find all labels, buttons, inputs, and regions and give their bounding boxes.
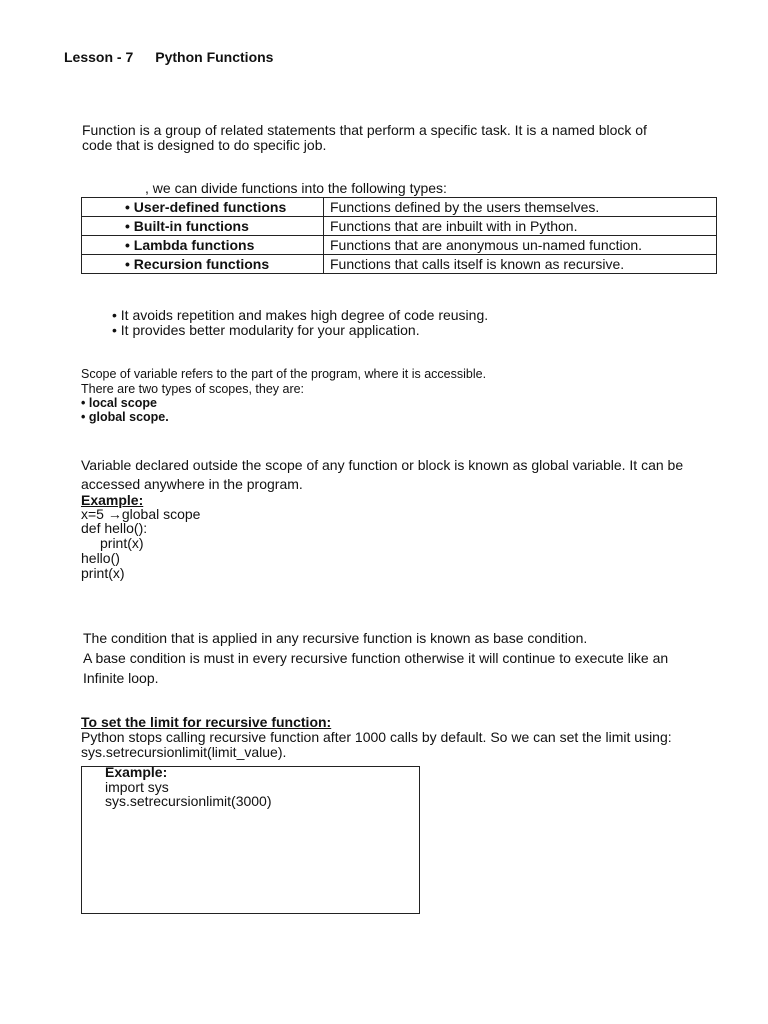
advantage-item: • It avoids repetition and makes high degree of code reusing. <box>112 307 489 323</box>
type-description: Functions defined by the users themselves. <box>324 198 717 217</box>
base-condition-line-1: The condition that is applied in any recursive function is known as base condition. <box>83 630 588 646</box>
code-line: import sys <box>105 779 169 795</box>
code-line: sys.setrecursionlimit(3000) <box>105 793 272 809</box>
type-description: Functions that are anonymous un-named function. <box>324 236 717 255</box>
type-name: • User-defined functions <box>82 198 324 217</box>
code-line: x=5 →global scope <box>81 506 201 522</box>
table-row <box>82 236 717 255</box>
intro-line-2: code that is designed to do specific job. <box>82 137 327 153</box>
global-var-line-2: accessed anywhere in the program. <box>81 476 303 492</box>
example-label: Example: <box>81 492 144 508</box>
global-var-line-1: Variable declared outside the scope of any function or block is known as global variable. It can be <box>81 457 684 473</box>
scope-item-local: • local scope <box>81 396 157 410</box>
advantage-item: • It provides better modularity for your application. <box>112 322 420 338</box>
code-line: print(x) <box>81 565 125 581</box>
table-row <box>82 198 717 217</box>
code-line: hello() <box>81 550 120 566</box>
function-types-table <box>81 197 717 274</box>
limit-line-2: sys.setrecursionlimit(limit_value). <box>81 744 287 760</box>
intro-line-1: Function is a group of related statements that perform a specific task. It is a named block of <box>82 122 647 138</box>
base-condition-line-3: Infinite loop. <box>83 670 159 686</box>
type-name: • Recursion functions <box>82 255 324 274</box>
code-line: def hello(): <box>81 520 148 536</box>
page-title <box>64 49 273 65</box>
type-description: Functions that calls itself is known as recursive. <box>324 255 717 274</box>
type-name: • Built-in functions <box>82 217 324 236</box>
table-row <box>82 217 717 236</box>
scope-line-2: There are two types of scopes, they are: <box>81 382 305 396</box>
code-line: print(x) <box>100 535 144 551</box>
type-description: Functions that are inbuilt with in Python. <box>324 217 717 236</box>
lesson-number: Lesson - 7 <box>64 49 134 65</box>
types-caption: , we can divide functions into the following types: <box>145 180 447 196</box>
limit-heading: To set the limit for recursive function: <box>81 714 332 730</box>
scope-line-1: Scope of variable refers to the part of the program, where it is accessible. <box>81 367 487 381</box>
box-example-label: Example: <box>105 764 168 780</box>
limit-line-1: Python stops calling recursive function after 1000 calls by default. So we can set the limit using: <box>81 729 672 745</box>
base-condition-line-2: A base condition is must in every recursive function otherwise it will continue to execute like an <box>83 650 669 666</box>
table-row <box>82 255 717 274</box>
lesson-topic: Python Functions <box>155 49 274 65</box>
type-name: • Lambda functions <box>82 236 324 255</box>
scope-item-global: • global scope. <box>81 410 169 424</box>
